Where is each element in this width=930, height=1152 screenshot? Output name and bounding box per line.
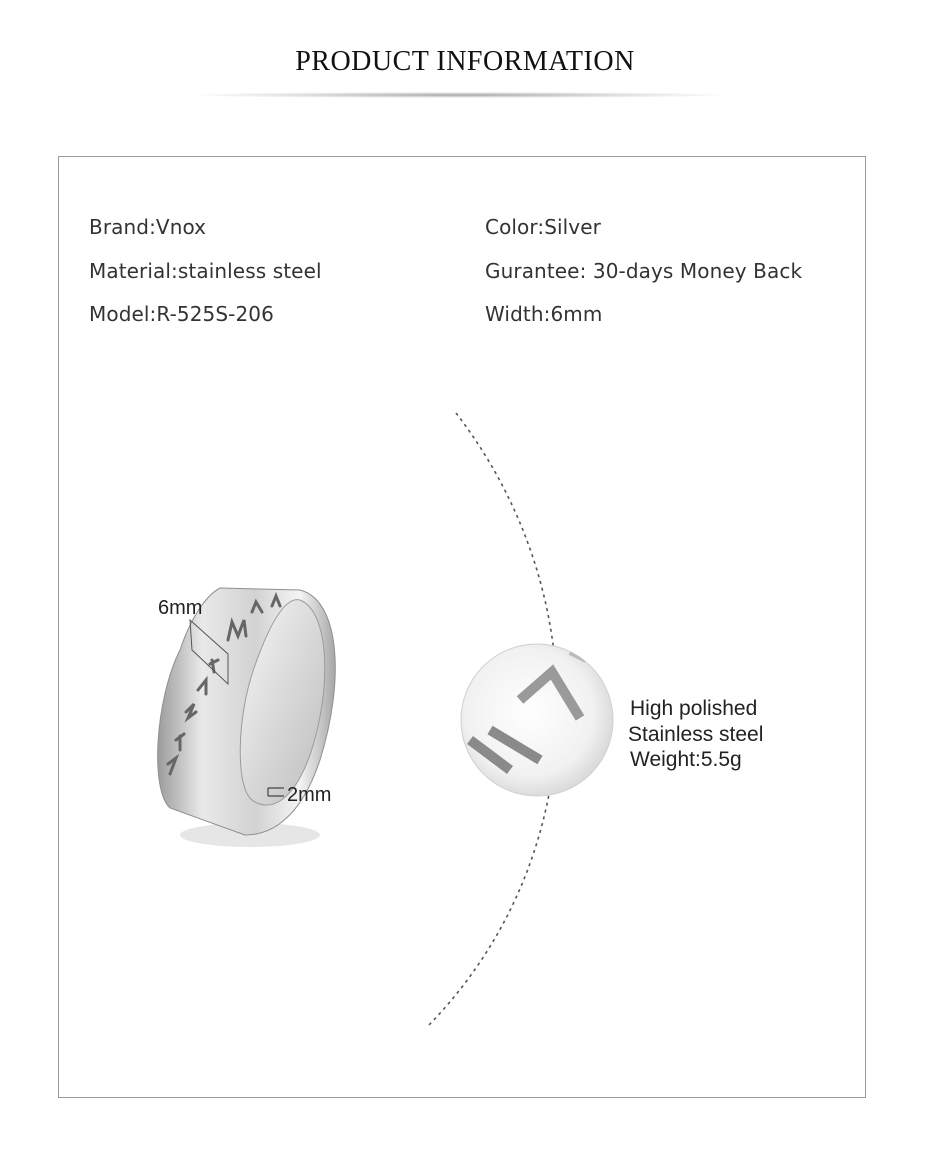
spec-model: Model:R-525S-206 bbox=[89, 302, 274, 326]
page-title: PRODUCT INFORMATION bbox=[295, 46, 635, 77]
detail-line-2: Stainless steel bbox=[628, 723, 764, 746]
spec-guarantee: Gurantee: 30-days Money Back bbox=[485, 259, 803, 283]
detail-magnifier bbox=[461, 644, 613, 796]
detail-line-3: Weight:5.5g bbox=[630, 748, 742, 771]
spec-material: Material:stainless steel bbox=[89, 259, 322, 283]
ring-thickness-label: 2mm bbox=[287, 784, 332, 806]
ring-width-label: 6mm bbox=[158, 597, 203, 619]
spec-brand: Brand:Vnox bbox=[89, 215, 207, 239]
detail-line-1: High polished bbox=[630, 697, 758, 720]
spec-color: Color:Silver bbox=[485, 215, 601, 239]
spec-width: Width:6mm bbox=[485, 302, 603, 326]
